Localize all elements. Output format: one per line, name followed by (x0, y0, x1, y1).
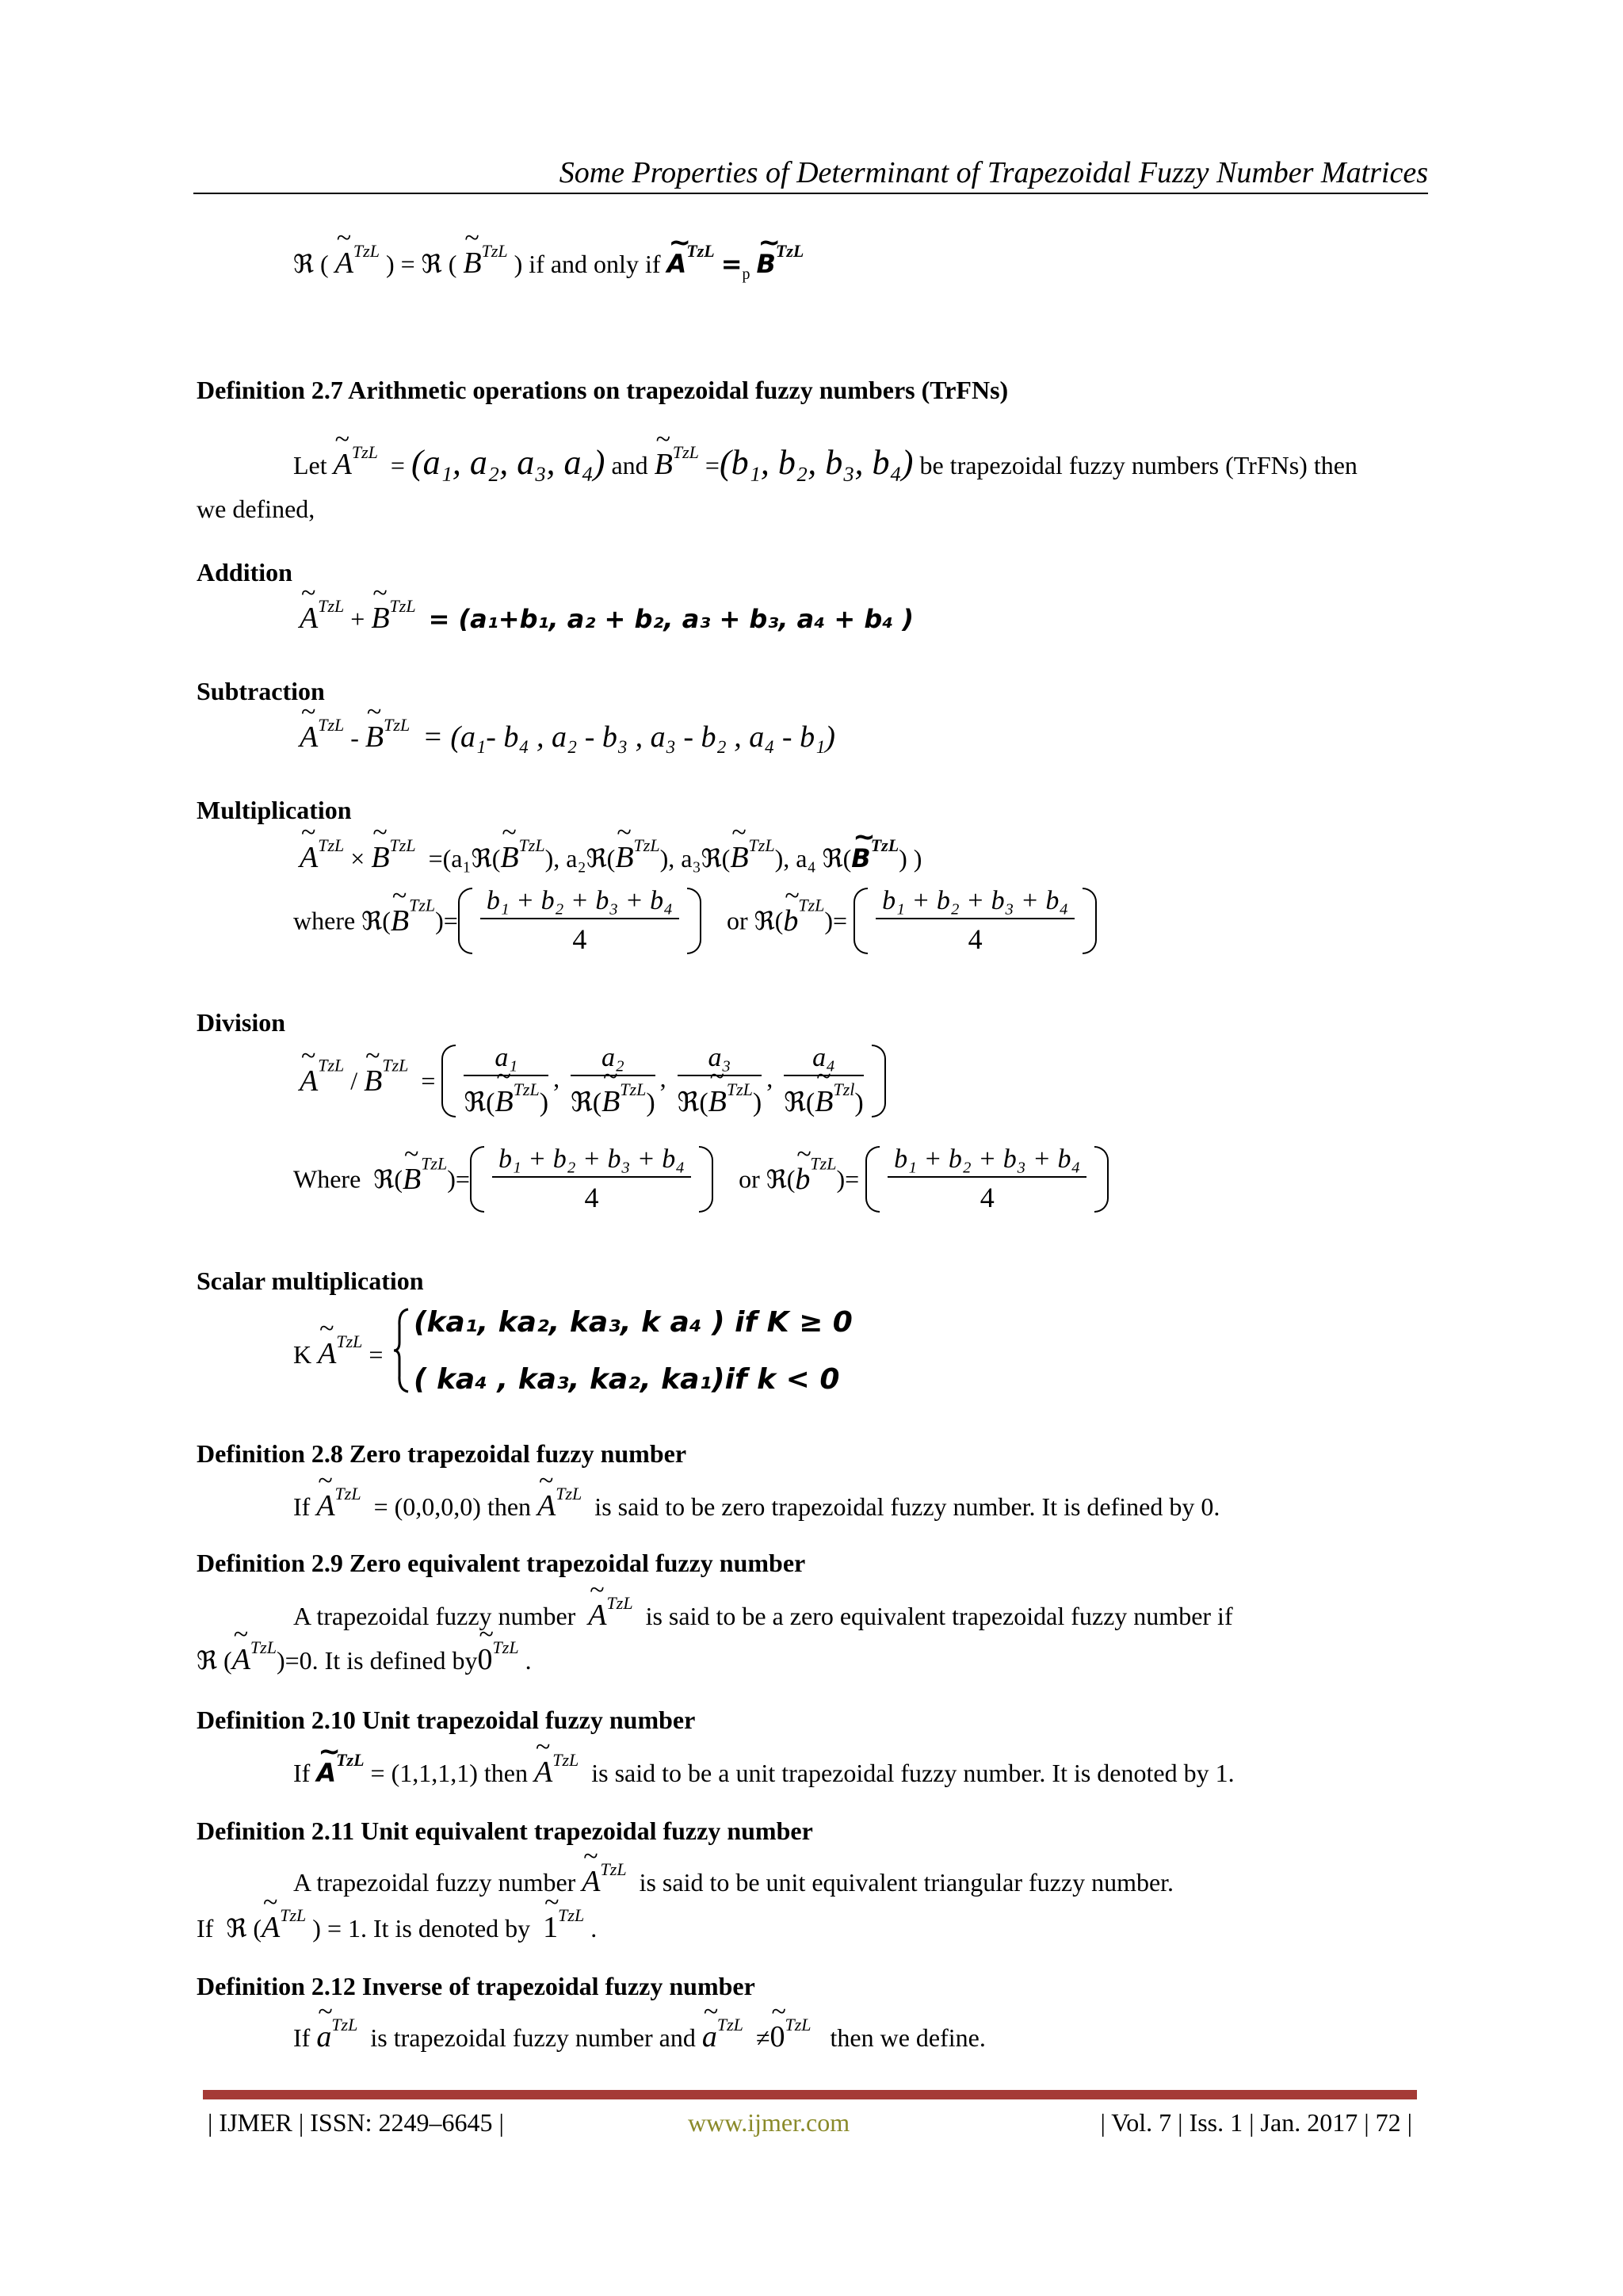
multiplication-formula: ~ $A^{TzL}$ × ~ $B^{TzL}$ =(a₁ℜ(~ $B^{TzL}$), a₂ℜ(~ $B^{TzL}$), a₃ℜ(~ $B^{TzL}$), a₄ ℜ(~ $B^{TzL}$) ) (300, 835, 922, 875)
def-2-11-heading: Definition 2.11 Unit equivalent trapezoidal fuzzy number (197, 1817, 813, 1845)
def-2-10-heading: Definition 2.10 Unit trapezoidal fuzzy number (197, 1706, 696, 1734)
def-2-10-body: If ~ $A^{TzL} = (1,1,1,1)$ then ~ $A^{TzL}$ is said to be a unit trapezoidal fuzzy number. It is denoted by 1. (293, 1750, 1235, 1790)
scalar-case-2: ( ka₄ , ka₃, ka₂, ka₁)if k < 0 (414, 1363, 840, 1396)
footer-journal: | IJMER | ISSN: 2249–6645 | (208, 2108, 504, 2137)
def-2-12-body: If ~ $a^{TzL}$ is trapezoidal fuzzy number and ~ $a^{TzL}$ ≠~ $0^{TzL}$ then we define. (293, 2015, 986, 2054)
division-formula: ~ $A^{TzL}$ / ~ $B^{TzL}$ = $\frac{\text{a₁}}{ℜ(\sim B^{TzL})}$ , $\frac{\text{a₂}}{ℜ(\sim B^{TzL})}$ , $\frac{\text{a₃}}{ℜ(\sim B^{TzL})}$ , $\frac{\text{a₄}}{ℜ(\sim B^{Tzl})}$ (300, 1043, 886, 1119)
def-2-11-line1: A trapezoidal fuzzy number ~ $A^{TzL}$ is said to be unit equivalent triangular fuzzy number. (293, 1859, 1174, 1899)
scalar-case-1: (ka₁, ka₂, ka₃, k a₄ ) if K ≥ 0 (414, 1306, 853, 1339)
equivalence-line: ℜ ( ~ $A^{TzL}$ ) = ℜ ( ~ $B^{TzL}$ ) if and only if ~ $A^{TzL} =_p$ ~ $B^{TzL}$ (293, 241, 804, 284)
def-2-9-heading: Definition 2.9 Zero equivalent trapezoidal fuzzy number (197, 1549, 806, 1577)
def-2-7-heading: Definition 2.7 Arithmetic operations on trapezoidal fuzzy numbers (TrFNs) (197, 376, 1009, 404)
scalar-lhs: K ~ $A^{TzL}$ = (293, 1331, 383, 1371)
addition-heading: Addition (197, 558, 292, 586)
def-2-9-line2: ℜ (~ $A^{TzL})=0$. It is defined by~ $0^{TzL}$ . (197, 1637, 532, 1677)
def-2-9-line1: A trapezoidal fuzzy number ~ $A^{TzL}$ is said to be a zero equivalent trapezoidal fuzzy number if (293, 1593, 1233, 1633)
def-2-8-body: If ~ $A^{TzL} = (0,0,0,0)$ then ~ $A^{TzL}$ is said to be zero trapezoidal fuzzy number. It is defined by 0. (293, 1484, 1220, 1523)
def-2-7-line1: Let ~ $A^{TzL} = (a_1$, a₂, a₃, a₄) and ~ $B^{TzL} =(b_1$, b₂, b₃, b₄) be trapezoidal fuzzy numbers (TrFNs) then (293, 442, 1358, 483)
multiplication-heading: Multiplication (197, 796, 352, 824)
division-heading: Division (197, 1008, 286, 1037)
b-tilde: ~ B (463, 246, 481, 281)
addition-formula: ~ $A^{TzL}$ + ~ $B^{TzL} = (a_1+b_1$, a₂ + b₂, a₃ + b₃, a₄ + b₄ ) (300, 596, 914, 636)
scalar-heading: Scalar multiplication (197, 1266, 424, 1295)
footer-url[interactable]: www.ijmer.com (688, 2108, 850, 2137)
scalar-brace (392, 1308, 410, 1393)
header-rule (193, 193, 1428, 194)
footer-rule (203, 2090, 1417, 2099)
def-2-11-line2: If ℜ (~ $A^{TzL}$ ) = 1. It is denoted by ~ $1^{TzL}$ . (197, 1905, 597, 1945)
def-2-7-line2: we defined, (197, 495, 315, 523)
re-symbol: ℜ (293, 250, 315, 278)
subtraction-heading: Subtraction (197, 677, 325, 705)
a-tilde: ~ A (335, 246, 353, 281)
def-2-12-heading: Definition 2.12 Inverse of trapezoidal fuzzy number (197, 1972, 755, 2000)
division-where: Where ℜ(~ $B^{TzL})=$ $\frac{\text{b₁ + b₂ + b₃ + b₄}}{4}$ or ℜ(~ $b^{TzL})=$ $\frac{\text{b₁ + b₂ + b₃ + b₄}}{4}$ (293, 1144, 1109, 1214)
multiplication-where: where ℜ(~ $B^{TzL})=$ $\frac{\text{b₁ + b₂ + b₃ + b₄}}{4}$ or ℜ(~ $b^{TzL})=$ $\frac{\text{b₁ + b₂ + b₃ + b₄}}{4}$ (293, 886, 1097, 956)
running-title: Some Properties of Determinant of Trapezoidal Fuzzy Number Matrices (559, 156, 1428, 189)
subtraction-formula: ~ $A^{TzL}$ - ~ $B^{TzL} = (a_1-$ b₄ , a₂ - b₃ , a₃ - b₂ , a₄ - b₁) (300, 715, 835, 755)
def-2-8-heading: Definition 2.8 Zero trapezoidal fuzzy number (197, 1439, 687, 1468)
footer-volume: | Vol. 7 | Iss. 1 | Jan. 2017 | 72 | (1100, 2108, 1412, 2137)
